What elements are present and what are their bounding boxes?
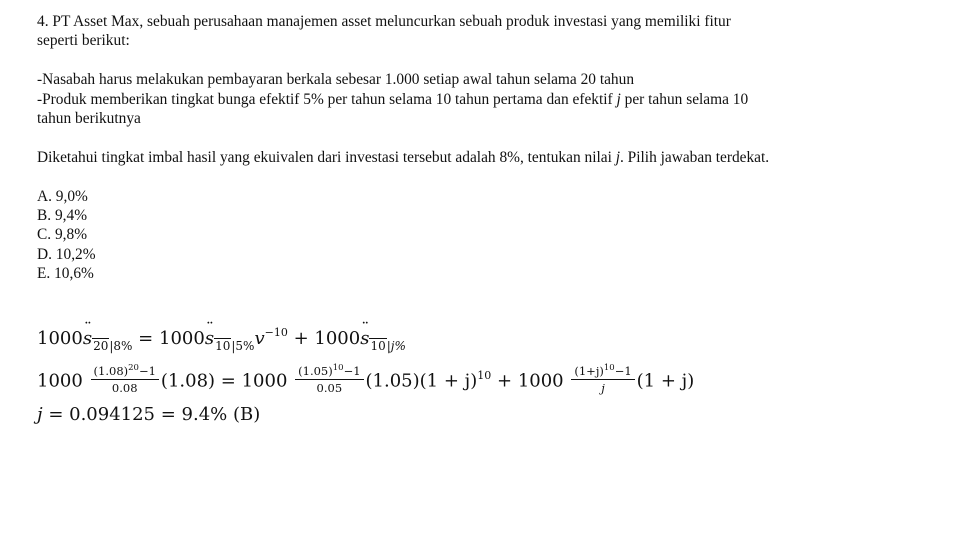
solution-answer: j = 0.094125 = 9.4% (B) <box>37 404 261 425</box>
option-d: D. 10,2% <box>37 245 96 263</box>
solution-equation-2: 1000 $\frac{(1.08)^{20}-1}{0.08}$ (1.08) = 1000 $\frac{(1.05)^{10}-1}{0.05}$ $(1.05)(1 + j)^{10} + 1000$ $\frac{(1+j)^{10}-1}{j}$ (1 + j) <box>37 363 695 395</box>
feature-1: -Nasabah harus melakukan pembayaran berkala sebesar 1.000 setiap awal tahun selama 20 tahun <box>37 71 635 89</box>
solution-equation-1: 1000¨ $s_{20|8\%}$ = 1000¨ $s_{10|5\%}v^{-10}$ + 1000¨ $s_{10|j\%}$ <box>37 328 406 349</box>
fraction-2: $\frac{(1.05)^{10}-1}{0.05}$ <box>295 364 363 395</box>
question-block <box>37 12 917 284</box>
fraction-1: $\frac{(1.08)^{20}-1}{0.08}$ <box>91 364 159 395</box>
question-text: 4. PT Asset Max, sebuah perusahaan manajemen asset meluncurkan sebuah produk investasi yang memiliki fitur seperti berikut: <box>37 13 731 50</box>
option-b: B. 9,4% <box>37 207 88 225</box>
fraction-3: $\frac{(1+j)^{10}-1}{j}$ <box>571 364 634 395</box>
option-e: E. 10,6% <box>37 265 94 283</box>
feature-2: -Produk memberikan tingkat bunga efektif 5% per tahun selama 10 tahun pertama dan efektif j per tahun selama 10 tahun berikutnya <box>37 90 749 128</box>
option-c: C. 9,8% <box>37 226 88 244</box>
question-prompt: Diketahui tingkat imbal hasil yang ekuivalen dari investasi tersebut adalah 8%, tentukan nilai j. Pilih jawaban terdekat. <box>37 148 770 166</box>
option-a: A. 9,0% <box>37 187 88 205</box>
